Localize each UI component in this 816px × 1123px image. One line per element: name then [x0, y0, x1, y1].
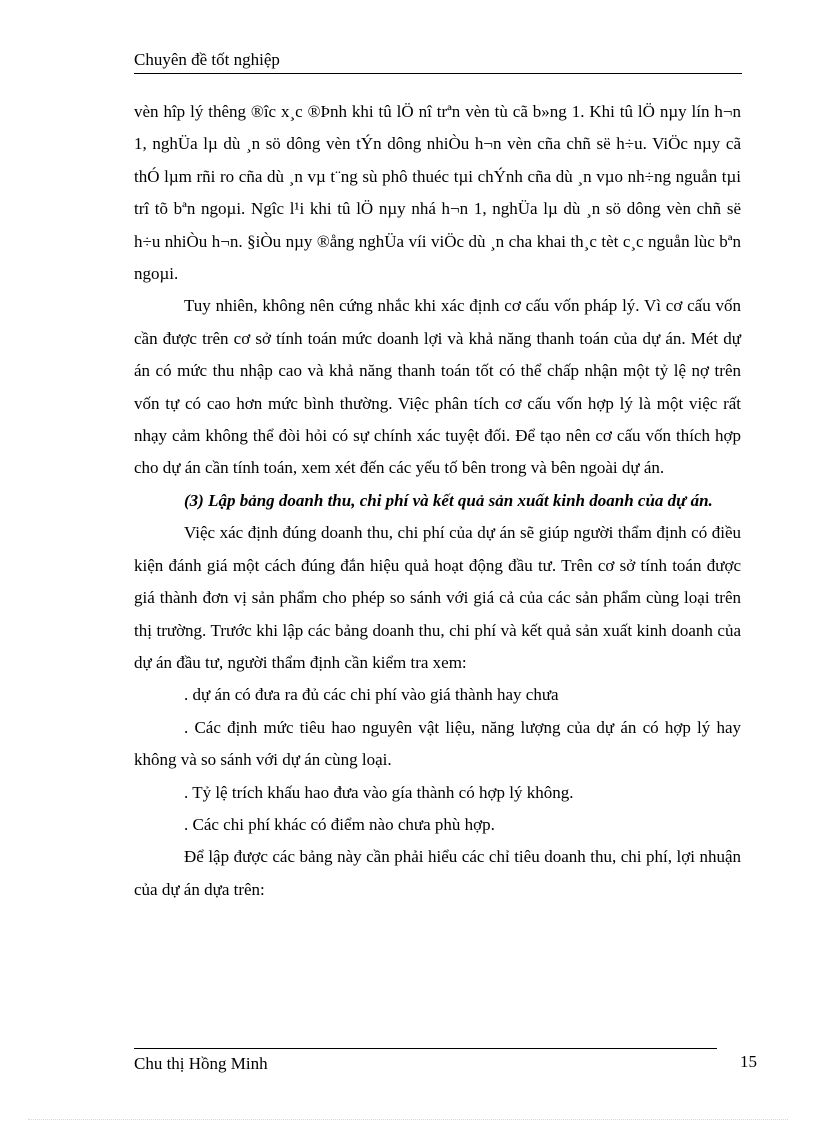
document-body: [134, 96, 741, 906]
header-title: Chuyên đề tốt nghiệp: [134, 50, 280, 69]
list-item-2: . Các định mức tiêu hao nguyên vật liệu, năng lượng của dự án có hợp lý hay không và so sánh với dự án cùng loại.: [134, 717, 741, 770]
list-item-4: . Các chi phí khác có điểm nào chưa phù hợp.: [184, 814, 495, 834]
page-header: [134, 50, 742, 74]
list-item-1: . dự án có đưa ra đủ các chi phí vào giá thành hay chưa: [184, 685, 559, 705]
page-bottom-dotted-line: [28, 1119, 788, 1120]
footer-rule: [134, 1048, 717, 1049]
paragraph-4: Để lập được các bảng này cần phải hiểu các chỉ tiêu doanh thu, chi phí, lợi nhuận của dự án dựa trên:: [134, 847, 741, 899]
list-item-3: . Tỷ lệ trích khấu hao đưa vào gía thành có hợp lý không.: [184, 782, 574, 802]
paragraph-1: vèn hîp lý thêng ®îc x¸c ®Þnh khi tû lÖ nî trªn vèn tù cã b»ng 1. Khi tû lÖ nµy lín h¬n 1, nghÜa lµ dù ¸n sö dông vèn tÝn dông nhiÒu h¬n vèn cña chñ së h÷u. ViÖc nµy cã thÓ lµm rñi ro cña dù ¸n vµ t¨ng sù phô thuéc tµi chÝnh cña dù ¸n vµo nh÷ng nguån tµi trî tõ bªn ngoµi. Ngîc l¹i khi tû lÖ nµy nhá h¬n 1, nghÜa lµ dù ¸n sö dông vèn chñ së h÷u nhiÒu h¬n. §iÒu nµy ®ång nghÜa víi viÖc dù ¸n cha khai th¸c tèt c¸c nguån lùc bªn ngoµi.: [134, 102, 741, 284]
footer-author: Chu thị Hồng Minh: [134, 1054, 268, 1073]
paragraph-3: Việc xác định đúng doanh thu, chi phí của dự án sẽ giúp người thẩm định có điều kiện đánh giá một cách đúng đắn hiệu quả hoạt động đầu tư. Trên cơ sở tính toán được giá thành đơn vị sản phẩm cho phép so sánh với giá cả của các sản phẩm cùng loại trên thị trường. Trước khi lập các bảng doanh thu, chi phí và kết quả sản xuất kinh doanh của dự án đầu tư, người thẩm định cần kiểm tra xem:: [134, 523, 741, 672]
page-number: 15: [740, 1052, 757, 1071]
section-heading: (3) Lập bảng doanh thu, chi phí và kết quả sản xuất kinh doanh của dự án.: [184, 490, 713, 510]
paragraph-2: Tuy nhiên, không nên cứng nhắc khi xác định cơ cấu vốn pháp lý. Vì cơ cấu vốn cần được trên cơ sở tính toán mức doanh lợi và khả năng thanh toán của dự án. Mét dự án có mức thu nhập cao và khả năng thanh toán tốt có thể chấp nhận một tỷ lệ nợ trên vốn tự có cao hơn mức bình thường. Việc phân tích cơ cấu vốn hợp lý là một việc rất nhạy cảm không thể đòi hỏi có sự chính xác tuyệt đối. Để tạo nên cơ cấu vốn thích hợp cho dự án cần tính toán, xem xét đến các yếu tố bên trong và bên ngoài dự án.: [134, 296, 741, 478]
